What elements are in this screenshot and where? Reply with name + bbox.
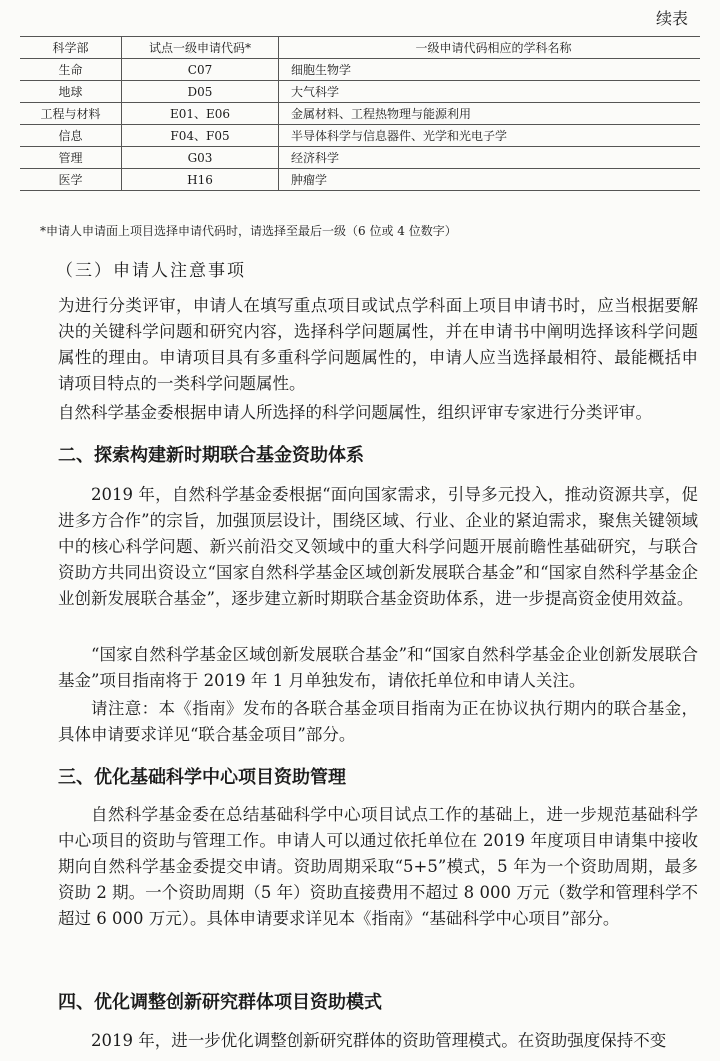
paragraph-joint-fund-note: 请注意：本《指南》发布的各联合基金项目指南为正在协议执行期内的联合基金，具体申请要求详见“联合基金项目”部分。 bbox=[58, 699, 698, 744]
cell-discipline: 经济科学 bbox=[279, 147, 701, 169]
cell-code: H16 bbox=[122, 169, 279, 191]
discipline-code-table bbox=[20, 36, 700, 191]
continuation-label: 续表 bbox=[655, 9, 688, 28]
cell-discipline: 半导体科学与信息器件、光学和光电子学 bbox=[279, 125, 701, 147]
cell-discipline: 金属材料、工程热物理与能源利用 bbox=[279, 103, 701, 125]
paragraph-research-group: 2019 年，进一步优化调整创新研究群体的资助管理模式。在资助强度保持不变 bbox=[91, 1031, 667, 1050]
section-heading-3: 三、优化基础科学中心项目资助管理 bbox=[58, 767, 346, 788]
paragraph-joint-fund-guide: “国家自然科学基金区域创新发展联合基金”和“国家自然科学基金企业创新发展联合基金”项目指南将于 2019 年 1 月单独发布，请依托单位和申请人关注。 bbox=[58, 645, 698, 690]
cell-code: D05 bbox=[122, 81, 279, 103]
table-row bbox=[20, 59, 700, 81]
cell-department: 信息 bbox=[20, 125, 122, 147]
table-row bbox=[20, 81, 700, 103]
cell-department: 医学 bbox=[20, 169, 122, 191]
section-heading-4: 四、优化调整创新研究群体项目资助模式 bbox=[58, 992, 382, 1013]
section-heading-2: 二、探索构建新时期联合基金资助体系 bbox=[58, 445, 364, 466]
paragraph-joint-fund: 2019 年，自然科学基金委根据“面向国家需求，引导多元投入，推动资源共享，促进多方合作”的宗旨，加强顶层设计，围绕区域、行业、企业的紧迫需求，聚焦关键领域中的核心科学问题、新兴前沿交叉领域中的重大科学问题开展前瞻性基础研究，与联合资助方共同出资设立“国家自然科学基金区域创新发展联合基金”和“国家自然科学基金企业创新发展联合基金”，逐步建立新时期联合基金资助体系，进一步提高资金使用效益。 bbox=[58, 485, 698, 608]
table-footnote: *申请人申请面上项目选择申请代码时，请选择至最后一级（6 位或 4 位数字） bbox=[40, 224, 457, 238]
cell-department: 工程与材料 bbox=[20, 103, 122, 125]
table-row bbox=[20, 125, 700, 147]
table-row bbox=[20, 103, 700, 125]
cell-department: 地球 bbox=[20, 81, 122, 103]
cell-discipline: 细胞生物学 bbox=[279, 59, 701, 81]
paragraph-classification: 为进行分类评审，申请人在填写重点项目或试点学科面上项目申请书时，应当根据要解决的关键科学问题和研究内容，选择科学问题属性，并在申请书中阐明选择该科学问题属性的理由。申请项目具有多重科学问题属性的，申请人应当选择最相符、最能概括申请项目特点的一类科学问题属性。 bbox=[58, 296, 698, 393]
cell-code: E01、E06 bbox=[122, 103, 279, 125]
table-row bbox=[20, 169, 700, 191]
header-discipline: 一级申请代码相应的学科名称 bbox=[279, 37, 701, 59]
paragraph-classification-review: 自然科学基金委根据申请人所选择的科学问题属性，组织评审专家进行分类评审。 bbox=[58, 403, 652, 422]
cell-discipline: 大气科学 bbox=[279, 81, 701, 103]
table-row bbox=[20, 147, 700, 169]
cell-discipline: 肿瘤学 bbox=[279, 169, 701, 191]
cell-code: C07 bbox=[122, 59, 279, 81]
header-code: 试点一级申请代码* bbox=[122, 37, 279, 59]
paragraph-science-center: 自然科学基金委在总结基础科学中心项目试点工作的基础上，进一步规范基础科学中心项目的资助与管理工作。申请人可以通过依托单位在 2019 年度项目申请集中接收期向自然科学基金委提交申请。资助周期采取“5+5”模式，5 年为一个资助周期，最多资助 2 期。一个资助周期（5 年）资助直接费用不超过 8 000 万元（数学和管理科学不超过 6 000 万元）。具体申请要求详见本《指南》“基础科学中心项目”部分。 bbox=[58, 805, 698, 928]
cell-code: G03 bbox=[122, 147, 279, 169]
cell-code: F04、F05 bbox=[122, 125, 279, 147]
cell-department: 生命 bbox=[20, 59, 122, 81]
subsection-heading: （三）申请人注意事项 bbox=[56, 261, 246, 281]
table-header-row bbox=[20, 37, 700, 59]
header-department: 科学部 bbox=[20, 37, 122, 59]
cell-department: 管理 bbox=[20, 147, 122, 169]
